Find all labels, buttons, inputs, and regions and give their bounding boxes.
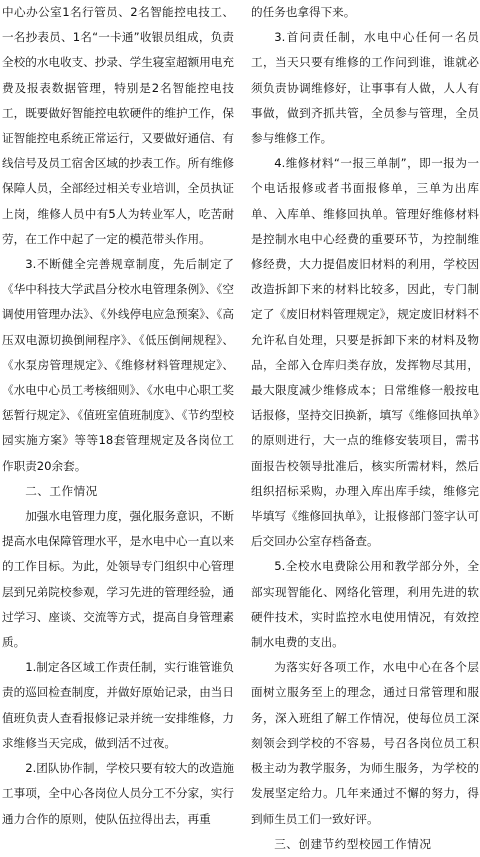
paragraph-continuation: 的任务也拿得下来。 [251,5,356,19]
section-heading-work-status: 二、工作情况 [25,483,98,498]
paragraph-staff-composition: 中心办公室1名行管员、2名智能控电技工、一名抄表员、1名“一卡通”收银员组成，负责全校的水电收支、抄录、学生寝室超额用电充费及报表数据管理，特别是2名智能控电技工，既要做好智能控电软硬件的维护工作，保证智能控电系统正常运行，又要做好通信、有线信号及员工宿舍区域的抄表工作。所有维修保障人员，全部经过相关专业培训，全员执证上岗，维修人员中有5人为转业军人，吃苦耐劳，在工作中起了一定的模范带头作用。 [2,5,234,246]
left-column [2,0,234,832]
paragraph-team-cooperation: 2.团队协作制，学校只要有较大的改造施工事项，全中心各岗位人员分工不分家，实行通力合作的原则，使队伍拉得出去，再重 [2,761,234,826]
right-column [251,0,479,857]
paragraph-responsibility-system: 1.制定各区域工作责任制，实行谁管谁负责的巡回检查制度，并做好原始记录，由当日值班负责人查看报修记录并统一安排维修，力求维修当天完成，做到活不过夜。 [2,660,234,750]
section-heading-energy-saving: 三、创建节约型校园工作情况 [274,836,432,851]
paragraph-intelligent-management: 5.全校水电费除公用和教学部分外，全部实现智能化、网络化管理，利用先进的软硬件技术，实时监控水电使用情况，有效控制水电费的支出。 [251,559,479,650]
paragraph-materials: 4.维修材料“一报三单制”，即一报为一个电话报修或者书面报修单，三单为出库单、入库单、维修回执单。管理好维修材料是控制水电中心经费的重要环节，为控制维修经费，大力提倡废旧材料的利用，学校因改造拆卸下来的材料比较多，因此，专门制定了《废旧材料管理规定》，规定废旧材料不允许私自处理，只要是拆卸下来的材料及物品，全部入仓库归类存放，发挥物尽其用，最大限度减少维修成本；日常维修一般按电话报修，坚持交旧换新，填写《维修回执单》的原则进行，大一点的维修安装项目，需书面报告校领导批准后，核实所需材料，然后组织招标采购，办理入库出库手续，维修完毕填写《维修回执单》，让报修部门签字认可后交回办公室存档备查。 [251,156,479,549]
paragraph-first-inquiry: 3.首问责任制，水电中心任何一名员工，当天只要有维修的工作问到谁，谁就必须负责协调维修好，让事事有人做，人人有事做，做到齐抓共管，全员参与管理，全员参与维修工作。 [251,30,479,146]
paragraph-management-goal: 加强水电管理力度，强化服务意识，不断提高水电保障管理水平，是水电中心一直以来的工作目标。为此，处领导专门组织中心管理层到兄弟院校参观，学习先进的管理经验，通过学习、座谈、交流等方式，提高自身管理素质。 [2,509,234,650]
paragraph-regulations: 3.不断健全完善规章制度，先后制定了《华中科技大学武昌分校水电管理条例》、《空调使用管理办法》、《外线停电应急预案》、《高压双电源切换倒闸程序》、《低压倒闸规程》、《水泵房管理规定》、《维修材料管理规定》、《水电中心员工考核细则》、《水电中心职工奖惩暂行规定》、《值班室值班制度》、《节约型校园实施方案》等等18套管理规定及各岗位工作职责20余套。 [2,257,234,473]
paragraph-service-concept: 为落实好各项工作，水电中心在各个层面树立服务至上的理念，通过日常管理和服务，深入班组了解工作情况，使每位员工深刻领会到学校的不容易，号召各岗位员工积极主动为教学服务，为师生服务，为学校的发展坚定给力。几年来通过不懈的努力，得到师生员工们一致好评。 [251,660,479,826]
